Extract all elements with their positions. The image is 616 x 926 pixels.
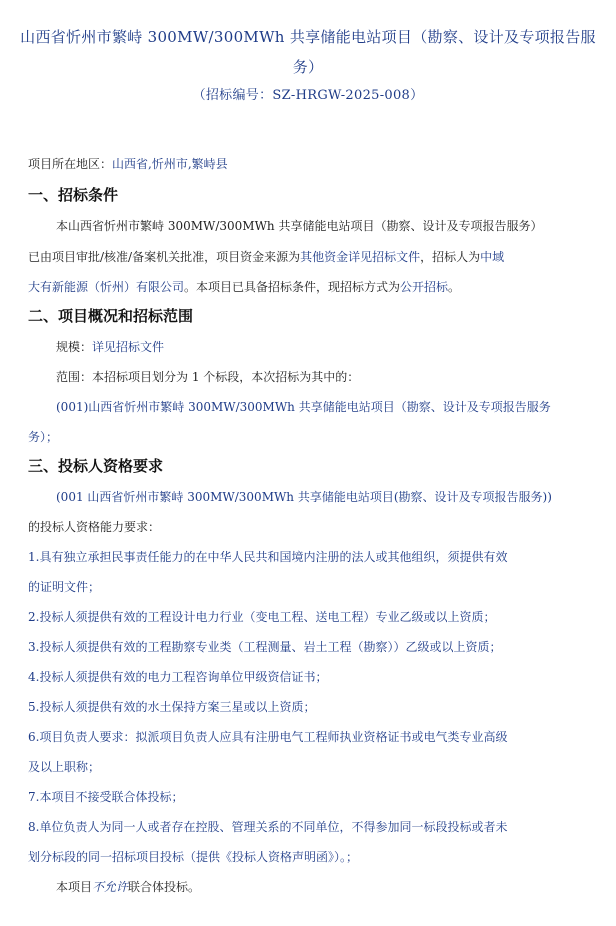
conditions-text: ，招标人为 [420,250,481,264]
requirement-8-line-2: 划分标段的同一招标项目投标（提供《投标人资格声明函》）。； [28,850,359,864]
page-title [20,22,596,82]
conditions-paragraph-line-3 [28,278,593,296]
requirement-3: 3.投标人须提供有效的工程勘察专业类（工程测量、岩土工程（勘察））乙级或以上资质； [28,640,502,654]
requirement-6-line-1: 6.项目负责人要求：拟派项目负责人应具有注册电气工程师执业资格证书或电气类专业高级 [28,730,508,744]
requirement-2: 2.投标人须提供有效的工程设计电力行业（变电工程、送电工程）专业乙级或以上资质； [28,610,496,624]
section-heading-bidding-conditions: 一、招标条件 [28,186,119,204]
lot-line-2: 务）； [28,430,59,444]
joint-bid-statement [56,878,593,896]
requirement-1-line-1: 1.具有独立承担民事责任能力的在中华人民共和国境内注册的法人或其他组织，须提供有效 [28,550,508,564]
title-line-2: 务） [292,58,324,76]
tenderer-name-part-1: 中域 [480,250,505,264]
requirement-8-line-1: 8.单位负责人为同一人或者存在控股、管理关系的不同单位，不得参加同一标段投标或者未 [28,820,508,834]
scope-line: 范围：本招标项目划分为 1 个标段，本次招标为其中的： [56,370,360,384]
project-region [28,155,593,173]
requirement-5: 5.投标人须提供有效的水土保持方案三星或以上资质； [28,700,316,714]
scale-line [56,338,593,356]
bid-number: （招标编号：SZ-HRGW-2025-008） [192,88,424,103]
tenderer-name-part-2: 大有新能源（忻州）有限公司 [28,280,185,294]
scale-value: 详见招标文件 [92,340,165,354]
bidding-method: 公开招标 [400,280,449,294]
qualification-intro-line-2: 的投标人资格能力要求： [28,520,161,534]
requirement-4: 4.投标人须提供有效的电力工程咨询单位甲级资信证书； [28,670,328,684]
section-heading-qualification: 三、投标人资格要求 [28,457,164,475]
fund-source: 其他资金详见招标文件 [300,250,421,264]
requirement-7: 7.本项目不接受联合体投标； [28,790,184,804]
conditions-text: 已由项目审批/核准/备案机关批准，项目资金来源为 [28,250,301,264]
requirement-1-line-2: 的证明文件； [28,580,101,594]
qualification-intro-line-1: (001 山西省忻州市繁峙 300MW/300MWh 共享储能电站项目(勘察、设计及专项报告服务)) [56,490,552,504]
conditions-text: 。 [448,280,461,294]
conditions-paragraph-line-1: 本山西省忻州市繁峙 300MW/300MWh 共享储能电站项目（勘察、设计及专项报告服务） [56,219,543,233]
conditions-text: 。本项目已具备招标条件，现招标方式为 [184,280,401,294]
conditions-paragraph-line-2 [28,248,593,266]
joint-bid-suffix: 联合体投标。 [128,880,201,894]
requirement-6-line-2: 及以上职称； [28,760,101,774]
title-line-1: 山西省忻州市繁峙 300MW/300MWh 共享储能电站项目（勘察、设计及专项报告服 [20,28,596,46]
joint-bid-value: 不允许 [92,880,129,894]
section-heading-project-overview: 二、项目概况和招标范围 [28,307,194,325]
scale-label: 规模： [56,340,93,354]
lot-line-1: (001)山西省忻州市繁峙 300MW/300MWh 共享储能电站项目（勘察、设计及专项报告服务 [56,400,551,414]
region-label: 项目所在地区： [28,157,113,171]
joint-bid-prefix: 本项目 [56,880,93,894]
region-value: 山西省,忻州市,繁峙县 [112,157,228,171]
